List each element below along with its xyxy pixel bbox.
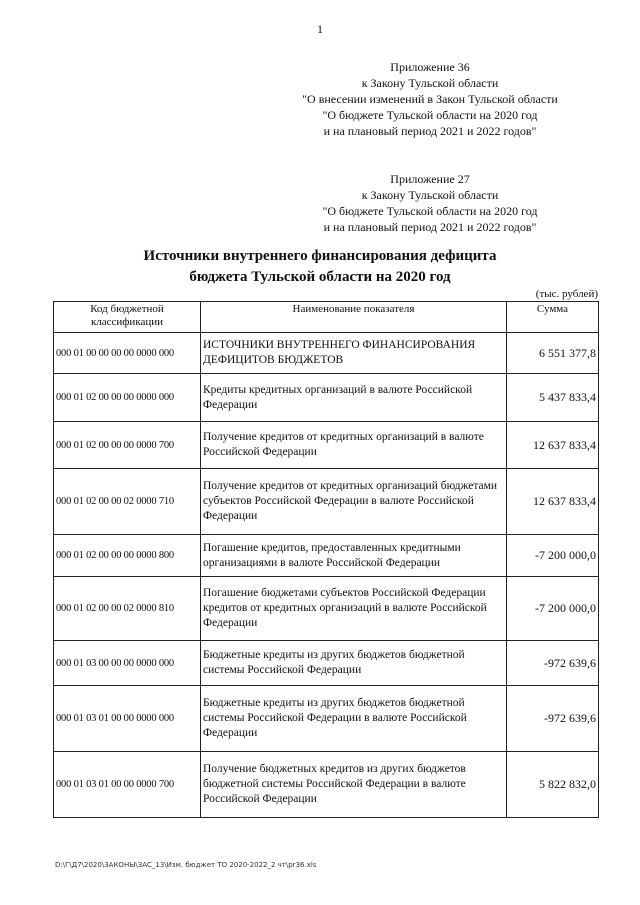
row-name: Погашение кредитов, предоставленных кредитными организациями в валюте Российской Федерации	[201, 535, 507, 577]
document-title-line-2: бюджета Тульской области на 2020 год	[189, 269, 451, 285]
row-name: Бюджетные кредиты из других бюджетов бюджетной системы Российской Федерации в валюте Российской Федерации	[201, 686, 507, 752]
row-sum: -972 639,6	[507, 686, 599, 752]
appendix-36-line: Приложение 36	[390, 60, 470, 74]
row-name: Получение бюджетных кредитов из других бюджетов бюджетной системы Российской Федерации в валюте Российской Федерации	[201, 752, 507, 818]
page-number: 1	[317, 22, 323, 36]
file-path-footer: D:\Г\Д7\2020\ЗАКОНЫ\ЗАС_13\Изм. бюджет ТО 2020-2022_2 чт\pr36.xls	[55, 861, 317, 869]
unit-label: (тыс. рублей)	[535, 288, 598, 300]
table-header-row	[54, 302, 599, 333]
row-name: Получение кредитов от кредитных организаций бюджетами субъектов Российской Федерации в валюте Российской Федерации	[201, 469, 507, 535]
appendix-27-line: к Закону Тульской области	[361, 188, 499, 202]
table-row	[54, 333, 599, 374]
appendix-36-line: к Закону Тульской области	[361, 76, 499, 90]
row-sum: 5 437 833,4	[507, 374, 599, 422]
appendix-36-line: "О бюджете Тульской области на 2020 год	[322, 108, 538, 122]
appendix-36-line: и на плановый период 2021 и 2022 годов"	[323, 124, 537, 138]
row-sum: 12 637 833,4	[507, 422, 599, 469]
header-name: Наименование показателя	[201, 302, 507, 333]
appendix-27-line: "О бюджете Тульской области на 2020 год	[322, 204, 538, 218]
appendix-36-line: "О внесении изменений в Закон Тульской области	[302, 92, 558, 106]
table-row	[54, 752, 599, 818]
table-row	[54, 686, 599, 752]
row-sum: -7 200 000,0	[507, 577, 599, 641]
row-code: 000 01 03 01 00 00 0000 000	[54, 686, 201, 752]
appendix-27-line: Приложение 27	[390, 172, 470, 186]
row-sum: 12 637 833,4	[507, 469, 599, 535]
document-title-line-1: Источники внутреннего финансирования дефицита	[143, 248, 497, 264]
header-code: Код бюджетной классификации	[54, 302, 201, 333]
row-name: ИСТОЧНИКИ ВНУТРЕННЕГО ФИНАНСИРОВАНИЯ ДЕФИЦИТОВ БЮДЖЕТОВ	[201, 333, 507, 374]
document-title	[90, 246, 550, 288]
row-name: Погашение бюджетами субъектов Российской Федерации кредитов от кредитных организаций в валюте Российской Федерации	[201, 577, 507, 641]
row-name: Получение кредитов от кредитных организаций в валюте Российской Федерации	[201, 422, 507, 469]
row-sum: -972 639,6	[507, 641, 599, 686]
table-row	[54, 535, 599, 577]
table-row	[54, 469, 599, 535]
row-name: Кредиты кредитных организаций в валюте Российской Федерации	[201, 374, 507, 422]
header-sum: Сумма	[507, 302, 599, 333]
row-name: Бюджетные кредиты из других бюджетов бюджетной системы Российской Федерации	[201, 641, 507, 686]
budget-sources-table	[53, 301, 599, 818]
table-row	[54, 577, 599, 641]
row-code: 000 01 02 00 00 02 0000 710	[54, 469, 201, 535]
table-row	[54, 641, 599, 686]
row-code: 000 01 02 00 00 00 0000 800	[54, 535, 201, 577]
row-sum: 6 551 377,8	[507, 333, 599, 374]
row-code: 000 01 02 00 00 00 0000 000	[54, 374, 201, 422]
row-code: 000 01 02 00 00 00 0000 700	[54, 422, 201, 469]
row-code: 000 01 00 00 00 00 0000 000	[54, 333, 201, 374]
row-code: 000 01 02 00 00 02 0000 810	[54, 577, 201, 641]
row-code: 000 01 03 00 00 00 0000 000	[54, 641, 201, 686]
row-sum: 5 822 832,0	[507, 752, 599, 818]
appendix-36-header	[285, 59, 575, 139]
table-row	[54, 422, 599, 469]
table-row	[54, 374, 599, 422]
row-sum: -7 200 000,0	[507, 535, 599, 577]
appendix-27-header	[285, 171, 575, 235]
appendix-27-line: и на плановый период 2021 и 2022 годов"	[323, 220, 537, 234]
row-code: 000 01 03 01 00 00 0000 700	[54, 752, 201, 818]
